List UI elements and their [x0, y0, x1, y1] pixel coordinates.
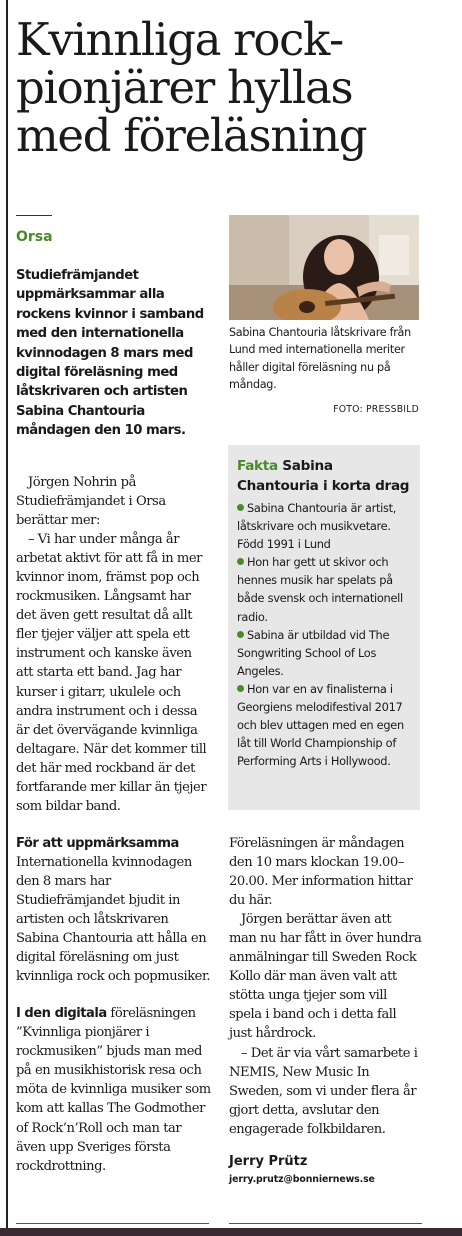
fact-box-heading	[237, 457, 412, 496]
body-text: Internationella kvinnodagen den 8 mars har Studiefrämjandet bjudit in artisten och låtskrivaren Sabina Chantouria att hålla en digital föreläsning om just kvinnliga rock och popmusiker.	[16, 854, 211, 985]
run-in-heading: För att uppmärksamma	[16, 835, 179, 851]
bullet-icon	[237, 685, 244, 692]
bullet-icon	[237, 504, 244, 511]
fact-list	[237, 499, 412, 770]
headline: Kvinnliga rockpionjärer hyllas med föreläsning	[16, 13, 367, 162]
body-paragraph: – Vi har under många år arbetat aktivt för att få in mer kvinnor inom, främst pop och rockmusiken. Långsamt har det även gett resultat då allt fler tjejer väljer att spela ett instrument och kanske även att starta ett band. Jag har kurser i gitarr, ukulele och andra instrument och i dessa är det övervägande kvinnliga deltagare. När det kommer till det här med rockband är det fortfarande mer killar än tjejer som bildar band.	[16, 532, 207, 814]
byline-email: jerry.prutz@bonniernews.se	[229, 1174, 375, 1185]
body-paragraph: Jörgen berättar även att man nu har fått in över hundra anmälningar till Sweden Rock Kollo där man även valt att stötta unga tjejer som vill spela i band och i detta fall just hårdrock.	[229, 912, 422, 1042]
fact-box	[228, 445, 420, 810]
end-rule	[229, 1223, 422, 1224]
lead-paragraph: Studiefrämjandet uppmärksammar alla rockens kvinnor i samband med den internationella kvinnodagen 8 mars med digital föreläsning med låtskrivaren och artisten Sabina Chantouria måndagen den 10 mars.	[16, 268, 204, 439]
body-column-right	[229, 834, 422, 1139]
body-paragraph: – Det är via vårt samarbete i NEMIS, New Music In Sweden, som vi under flera år gjort detta, avslutar den engagerade folkbildaren.	[229, 1045, 418, 1137]
fact-text: Sabina är utbildad vid The Songwriting School of Los Angeles.	[237, 627, 390, 678]
body-column-left	[16, 473, 212, 1176]
bullet-icon	[237, 558, 244, 565]
fact-item	[237, 553, 412, 625]
fact-item	[237, 680, 412, 770]
fact-item	[237, 499, 412, 553]
bottom-bar	[0, 1228, 462, 1236]
body-paragraph: Föreläsningen är måndagen den 10 mars klockan 19.00–20.00. Mer information hittar du här.	[229, 836, 413, 909]
artist-photo-illustration	[229, 215, 419, 320]
fact-text: Hon var en av finalisterna i Georgiens melodifestival 2017 och blev uttagen med en egen låt till World Championship of Performing Arts i Hollywood.	[237, 681, 404, 769]
fact-item	[237, 626, 412, 680]
body-paragraph	[16, 834, 212, 986]
column-rule	[6, 0, 8, 1228]
byline-name: Jerry Prütz	[229, 1154, 308, 1169]
body-text: föreläsningen ”Kvinnliga pionjärer i rockmusiken” bjuds man med på en musikhistorisk resa och möta de kvinnliga musiker som kom att kallas The Godmother of Rock’n’Roll och man tar även upp Sveriges första rockdrottning.	[16, 1006, 211, 1174]
fact-box-label: Fakta	[237, 458, 278, 474]
fact-box-title: Sabina Chantouria i korta drag	[237, 458, 410, 494]
headline-rule	[16, 215, 52, 216]
photo-credit: FOTO: PRESSBILD	[333, 404, 419, 415]
dateline-place: Orsa	[16, 229, 53, 245]
run-in-heading: I den digitala	[16, 1006, 107, 1022]
body-paragraph: Jörgen Nohrin på Studiefrämjandet i Orsa berättar mer:	[16, 475, 166, 529]
bullet-icon	[237, 631, 244, 638]
end-rule	[16, 1223, 209, 1224]
photo-caption: Sabina Chantouria låtskrivare från Lund med internationella meriter håller digital föreläsning nu på måndag.	[229, 326, 411, 392]
fact-text: Sabina Chantouria är artist, låtskrivare och musikvetare. Född 1991 i Lund	[237, 501, 397, 552]
artist-photo	[229, 215, 419, 320]
body-paragraph	[16, 1004, 212, 1175]
fact-text: Hon har gett ut skivor och hennes musik har spelats på både svensk och internationell radio.	[237, 555, 403, 624]
